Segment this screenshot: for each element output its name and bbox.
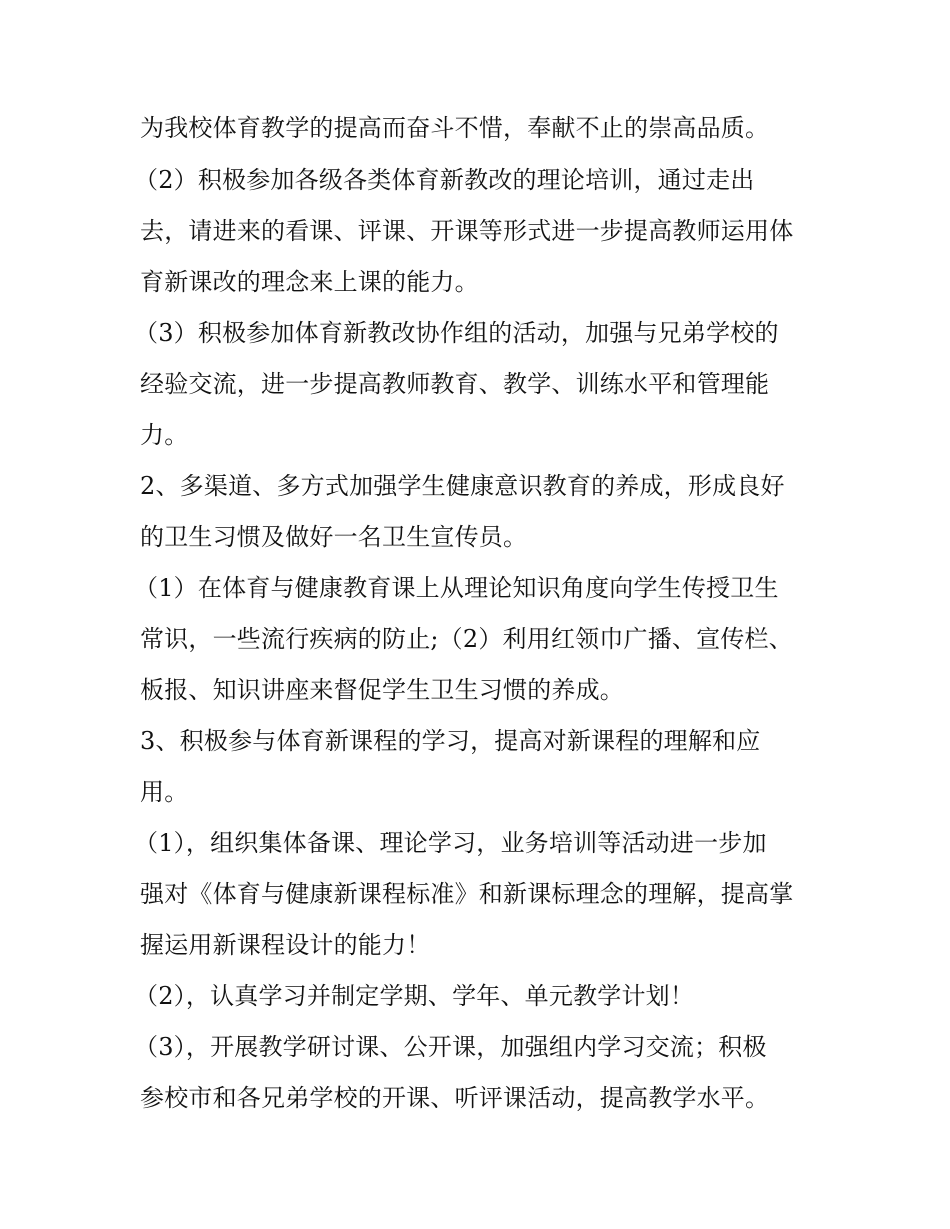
text-line: 去，请进来的看课、评课、开课等形式进一步提高教师运用体 — [140, 217, 794, 245]
text-line: （2），认真学习并制定学期、学年、单元教学计划！ — [134, 982, 695, 1010]
text-line: （1），组织集体备课、理论学习，业务培训等活动进一步加 — [134, 829, 767, 857]
text-line: （3）积极参加体育新教改协作组的活动，加强与兄弟学校的 — [134, 319, 779, 347]
text-line: （3），开展教学研讨课、公开课，加强组内学习交流；积极 — [134, 1033, 767, 1061]
text-line: （2）积极参加各级各类体育新教改的理论培训，通过走出 — [134, 166, 755, 194]
text-line: （1）在体育与健康教育课上从理论知识角度向学生传授卫生 — [134, 574, 779, 602]
text-line: 用。 — [140, 778, 189, 806]
text-line: 为我校体育教学的提高而奋斗不惜，奉献不止的崇高品质。 — [140, 114, 770, 142]
text-line: 常识，一些流行疾病的防止;（2）利用红领巾广播、宣传栏、 — [140, 625, 793, 653]
text-line: 3、积极参与体育新课程的学习，提高对新课程的理解和应 — [140, 727, 761, 755]
text-line: 力。 — [140, 421, 189, 449]
text-line: 握运用新课程设计的能力！ — [140, 931, 431, 959]
text-line: 育新课改的理念来上课的能力。 — [140, 268, 479, 296]
text-line: 强对《体育与健康新课程标准》和新课标理念的理解，提高掌 — [140, 880, 794, 908]
text-line: 2、多渠道、多方式加强学生健康意识教育的养成，形成良好 — [140, 472, 785, 500]
text-line: 参校市和各兄弟学校的开课、听评课活动，提高教学水平。 — [140, 1084, 770, 1112]
text-line: 的卫生习惯及做好一名卫生宣传员。 — [140, 523, 528, 551]
text-line: 板报、知识讲座来督促学生卫生习惯的养成。 — [140, 676, 624, 704]
text-line: 经验交流，进一步提高教师教育、教学、训练水平和管理能 — [140, 370, 770, 398]
